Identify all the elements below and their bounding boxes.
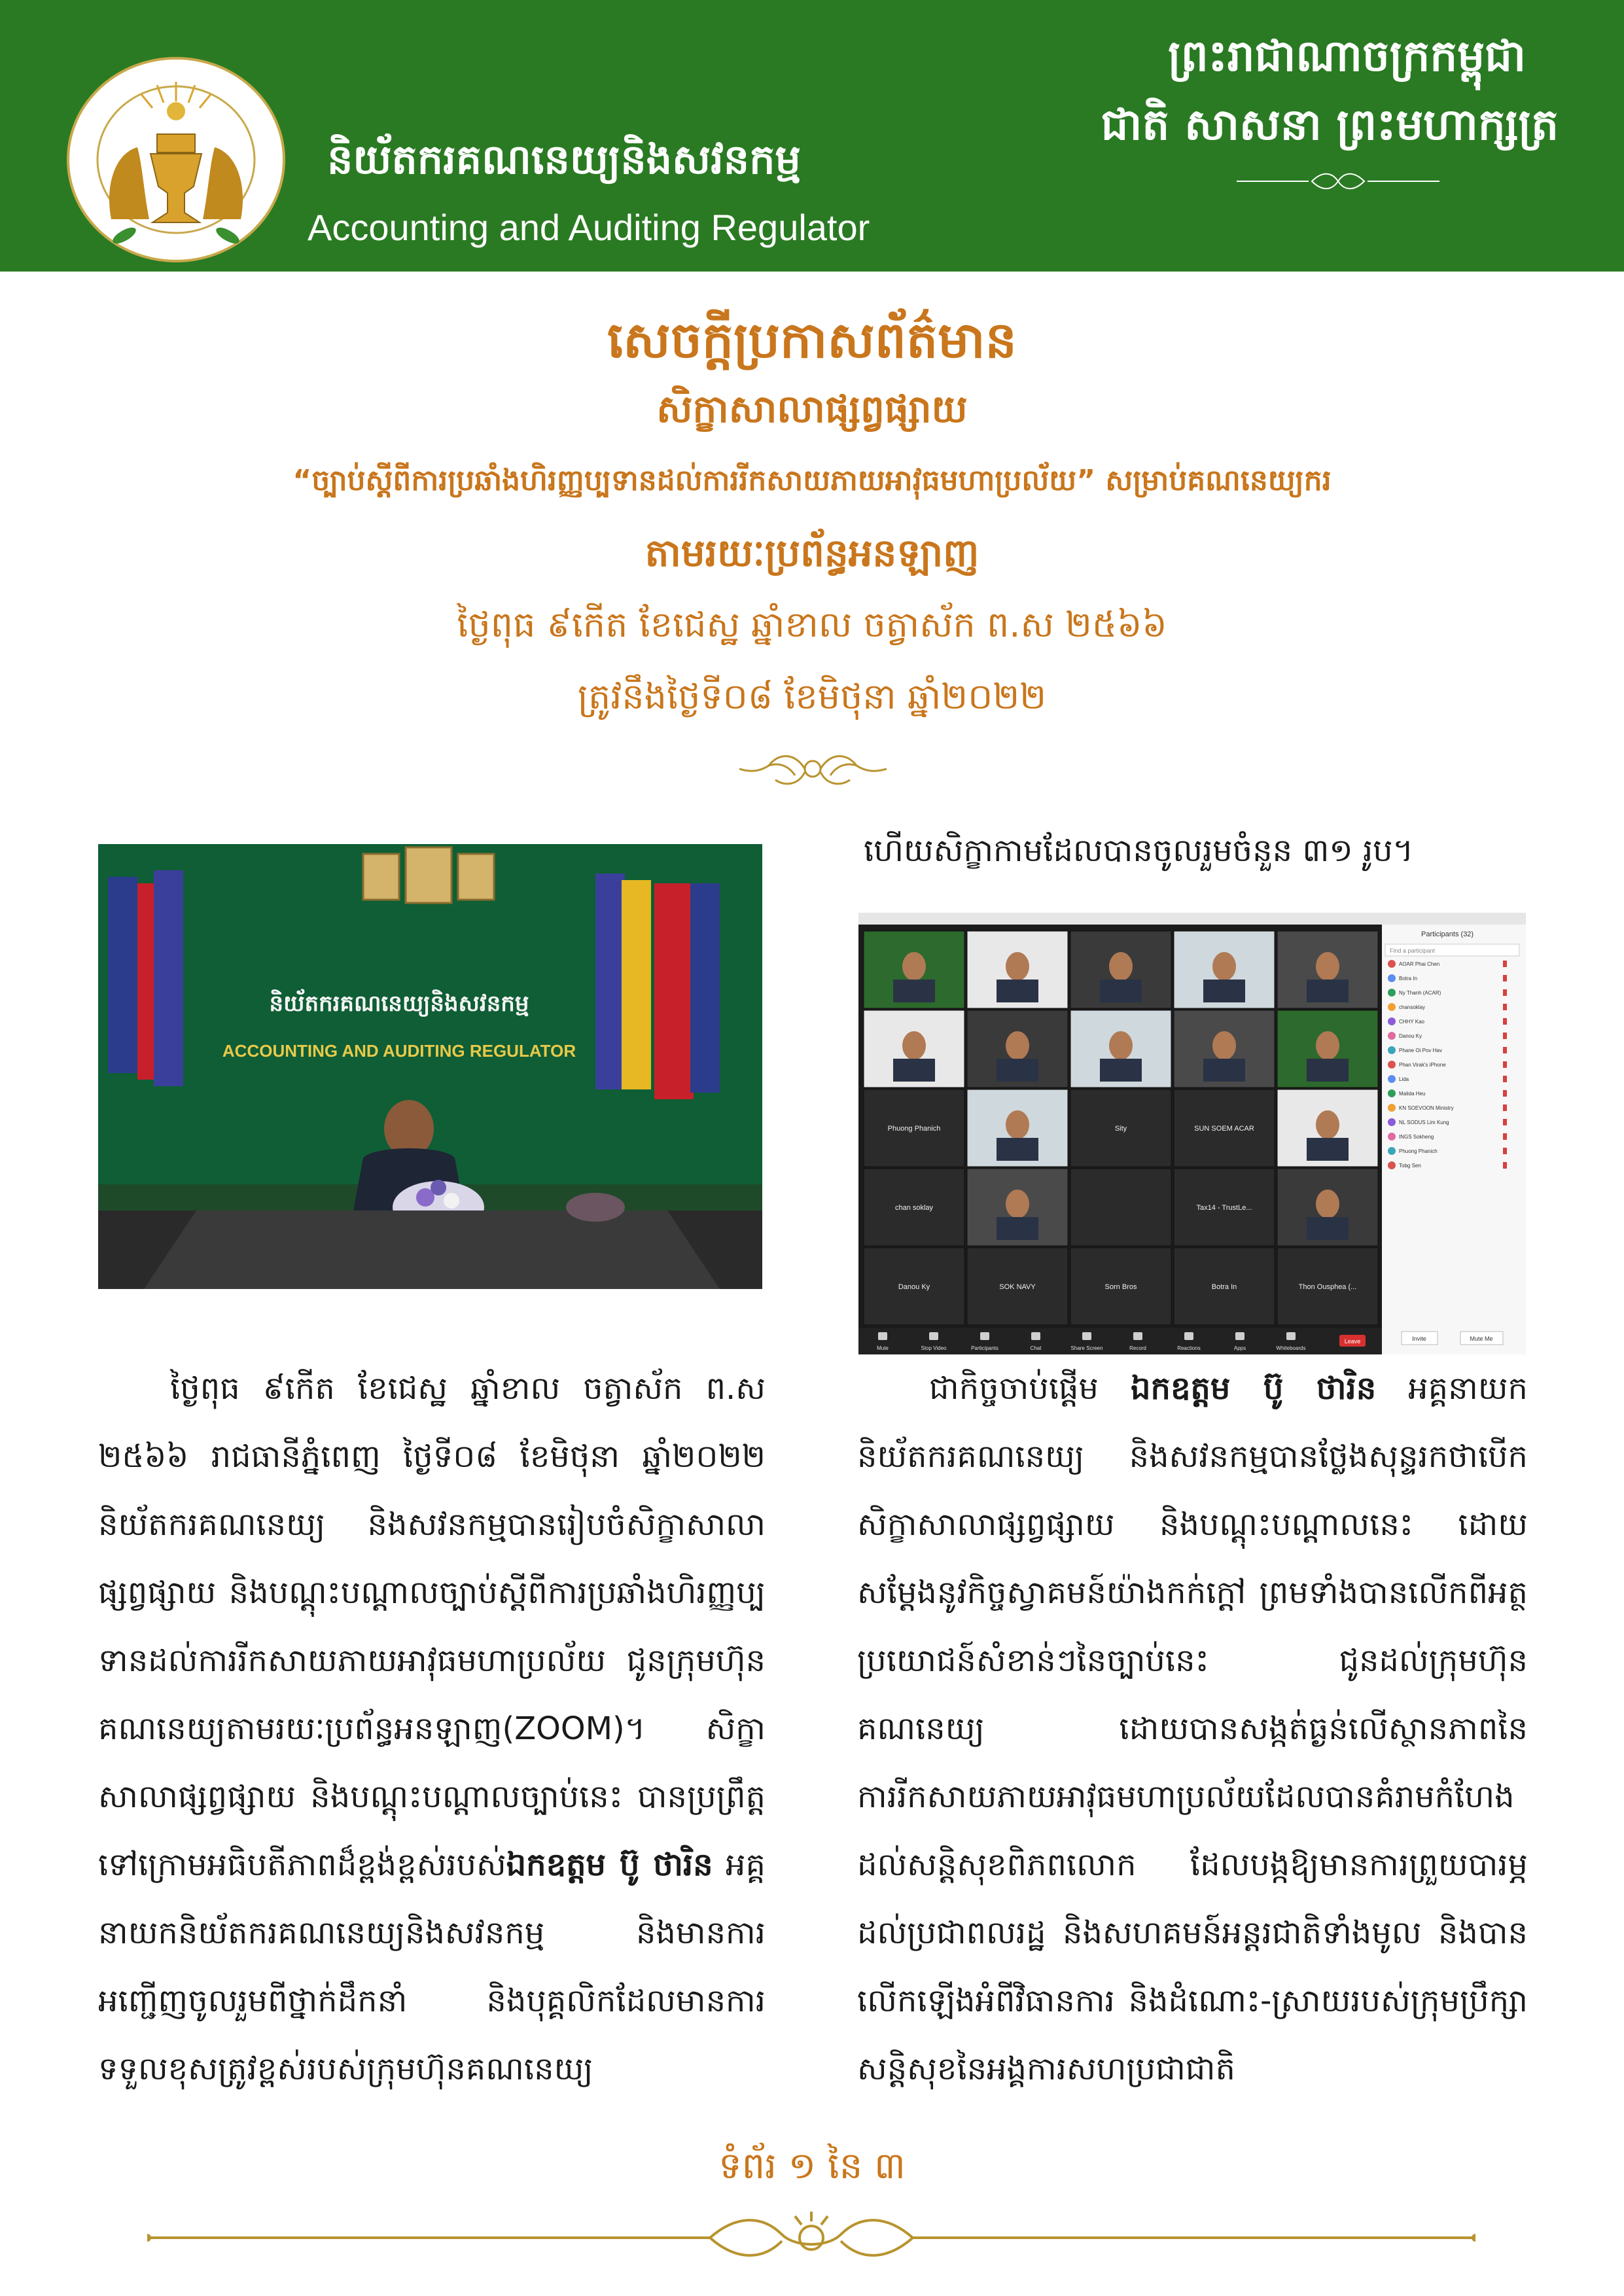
- video-tile-name: SUN SOEM ACAR: [1194, 1125, 1254, 1133]
- video-tile-name: Sity: [1114, 1125, 1127, 1133]
- body-left-paragraph: [98, 1354, 766, 2103]
- participant-name: Lida: [1399, 1076, 1409, 1082]
- participant-avatar-icon: [1388, 1017, 1396, 1025]
- participant-body-icon: [1307, 1217, 1349, 1240]
- toolbar-button-label[interactable]: Share Screen: [1070, 1345, 1103, 1351]
- toolbar-button-icon[interactable]: [980, 1332, 989, 1340]
- motto-kingdom: ព្រះរាជាណាចក្រកម្ពុជា: [1168, 31, 1526, 81]
- muted-mic-icon: [1503, 1090, 1507, 1097]
- muted-mic-icon: [1503, 1061, 1507, 1068]
- participant-body-icon: [1307, 1059, 1349, 1082]
- participant-body-icon: [997, 1217, 1038, 1240]
- participant-face-icon: [1006, 1031, 1029, 1060]
- participant-face-icon: [1212, 1031, 1236, 1060]
- participant-name: Phuong Phanich: [1399, 1148, 1438, 1154]
- toolbar-button-label[interactable]: Stop Video: [921, 1345, 947, 1351]
- toolbar-button-icon[interactable]: [929, 1332, 938, 1340]
- participant-body-icon: [1307, 980, 1349, 1002]
- participant-face-icon: [1316, 1110, 1339, 1139]
- toolbar-button-label[interactable]: Reactions: [1177, 1345, 1201, 1351]
- video-tile-name: Danou Ky: [898, 1283, 930, 1291]
- muted-mic-icon: [1503, 1148, 1507, 1154]
- participant-avatar-icon: [1388, 960, 1396, 968]
- participant-avatar-icon: [1388, 1133, 1396, 1140]
- footer-ornament-icon: [147, 2208, 1475, 2267]
- muted-mic-icon: [1503, 1033, 1507, 1039]
- video-tile-name: chan soklay: [894, 1204, 934, 1212]
- title-divider-ornament-icon: [739, 746, 887, 792]
- participant-body-icon: [1100, 980, 1142, 1002]
- muted-mic-icon: [1503, 1119, 1507, 1125]
- participant-face-icon: [1212, 952, 1236, 981]
- participant-face-icon: [902, 1031, 926, 1060]
- regulator-seal-icon: [65, 56, 287, 264]
- toolbar-button-icon[interactable]: [1031, 1332, 1040, 1340]
- zoom-meeting-screenshot: [858, 913, 1526, 1354]
- muted-mic-icon: [1503, 1076, 1507, 1082]
- participant-body-icon: [1100, 1059, 1142, 1082]
- participant-avatar-icon: [1388, 1032, 1396, 1040]
- body-left-text-1: ថ្ងៃពុធ ៩កើត ខែជេស្ឋ ឆ្នាំខាល ចត្វាស័ក ព.ស ២៥៦៦ រាជធានីភ្នំពេញ ថ្ងៃទី០៨ ខែមិថុនា ឆ្នាំ២០២២ និយ័តករគណនេយ្យ និងសវនកម្មបានរៀបចំសិក្ខាសាលាផ្សព្វផ្សាយ និងបណ្តុះបណ្តាលច្បាប់ស្តីពីការប្រឆាំងហិរញ្ញប្បទានដល់ការរីកសាយភាយអាវុធមហាប្រល័យ ជូនក្រុមហ៊ុនគណនេយ្យតាមរយៈប្រព័ន្ធអនឡាញ(ZOOM)។ សិក្ខាសាលាផ្សព្វផ្សាយ និងបណ្តុះបណ្តាលច្បាប់នេះ បានប្រព្រឹត្តទៅក្រោមអធិបតីភាពដ៏ខ្ពង់ខ្ពស់របស់: [98, 1370, 766, 1883]
- participant-face-icon: [1109, 952, 1133, 981]
- toolbar-button-icon[interactable]: [878, 1332, 887, 1340]
- body-right-paragraph: [857, 1354, 1528, 2103]
- motto-ornament-icon: [1237, 171, 1439, 191]
- video-tile: [1070, 1169, 1171, 1246]
- toolbar-button-label[interactable]: Apps: [1233, 1345, 1246, 1351]
- page-number: ទំព័រ ១ នៃ ៣: [718, 2145, 906, 2187]
- body-left-column: [98, 1354, 766, 2103]
- toolbar-button-icon[interactable]: [1184, 1332, 1193, 1340]
- video-tile-name: Botra In: [1211, 1283, 1237, 1291]
- muted-mic-icon: [1503, 1018, 1507, 1025]
- toolbar-button-icon[interactable]: [1082, 1332, 1091, 1340]
- participant-face-icon: [1316, 1031, 1339, 1060]
- participant-face-icon: [1006, 952, 1029, 981]
- toolbar-button-label[interactable]: Chat: [1030, 1345, 1042, 1351]
- participants-panel-title: Participants (32): [1421, 930, 1474, 938]
- press-release-title: សេចក្តីប្រកាសព័ត៌មាន: [607, 311, 1017, 369]
- press-release-titles: [65, 308, 1559, 733]
- video-tile-name: SOK NAVY: [999, 1283, 1036, 1291]
- participant-avatar-icon: [1388, 1046, 1396, 1054]
- participant-avatar-icon: [1388, 1089, 1396, 1097]
- participant-body-icon: [1203, 980, 1245, 1002]
- participant-body-icon: [893, 1059, 935, 1082]
- participant-name: AOAR Phai Chen: [1399, 961, 1440, 967]
- mute-me-button[interactable]: Mute Me: [1470, 1335, 1493, 1342]
- workshop-title: សិក្ខាសាលាផ្សព្វផ្សាយ: [656, 387, 968, 431]
- participant-avatar-icon: [1388, 989, 1396, 997]
- muted-mic-icon: [1503, 1047, 1507, 1053]
- participant-name: Ny Thanh (ACAR): [1399, 990, 1441, 996]
- participant-name: Phane Oi Pov Hav: [1399, 1048, 1442, 1053]
- participant-face-icon: [902, 952, 926, 981]
- org-name-khmer: និយ័តករគណនេយ្យនិងសវនកម្ម: [327, 135, 801, 183]
- muted-mic-icon: [1503, 961, 1507, 967]
- participant-avatar-icon: [1388, 1061, 1396, 1069]
- video-grid: [864, 931, 1378, 1325]
- participant-body-icon: [997, 980, 1038, 1002]
- wall-sign-khmer: និយ័តករគណនេយ្យនិងសវនកម្ម: [269, 991, 529, 1017]
- wall-sign-english: ACCOUNTING AND AUDITING REGULATOR: [222, 1041, 576, 1061]
- participant-face-icon: [1006, 1190, 1029, 1218]
- participant-avatar-icon: [1388, 1161, 1396, 1169]
- workshop-topic: “ច្បាប់ស្តីពីការប្រឆាំងហិរញ្ញប្បទានដល់ការរីកសាយភាយអាវុធមហាប្រល័យ” សម្រាប់គណនេយ្យករ: [292, 464, 1332, 497]
- participant-name: KN SOEVOON Ministry: [1399, 1105, 1454, 1111]
- toolbar-button-label[interactable]: Whiteboards: [1276, 1345, 1306, 1351]
- video-tile-name: Tax14 - TrustLe...: [1196, 1204, 1252, 1212]
- participant-name: chansoklay: [1399, 1004, 1426, 1010]
- body-left-excellency-name: ឯកឧត្តម ប៊ូ ថារិន: [506, 1846, 713, 1883]
- toolbar-button-icon[interactable]: [1133, 1332, 1142, 1340]
- participant-body-icon: [1307, 1138, 1349, 1161]
- participant-body-icon: [997, 1138, 1038, 1161]
- body-left-text-2: អគ្គនាយកនិយ័តករគណនេយ្យនិងសវនកម្ម និងមានការអញ្ជើញចូលរួមពីថ្នាក់ដឹកនាំ និងបុគ្គលិកដែលមានការទទួលខុសត្រូវខ្ពស់របស់ក្រុមហ៊ុនគណនេយ្យ: [98, 1846, 766, 2087]
- body-right-text-2: អគ្គនាយកនិយ័តករគណនេយ្យ និងសវនកម្មបានថ្លែងសុន្ទរកថាបើកសិក្ខាសាលាផ្សព្វផ្សាយ និងបណ្តុះបណ្តាលនេះ ដោយសម្តែងនូវកិច្ចស្វាគមន៍យ៉ាងកក់ក្តៅ ព្រមទាំងបានលើកពីអត្ថប្រយោជន៍សំខាន់ៗនៃច្បាប់នេះ ជូនដល់ក្រុមហ៊ុនគណនេយ្យ ដោយបានសង្កត់ធ្ងន់លើស្ថានភាពនៃការរីកសាយភាយអាវុធមហាប្រល័យដែលបានគំរាមកំហែងដល់សន្តិសុខពិភពលោក ដែលបង្កឱ្យមានការព្រួយបារម្ភដល់ប្រជាពលរដ្ឋ និងសហគមន៍អន្តរជាតិទាំងមូល និងបានលើកឡើងអំពីវិធានការ និងដំណោះ-ស្រាយរបស់ក្រុមប្រឹក្សាសន្តិសុខនៃអង្គការសហប្រជាជាតិ: [857, 1370, 1528, 2087]
- participant-name: Danou Ky: [1399, 1033, 1422, 1039]
- participant-name: Tobg Sen: [1399, 1163, 1421, 1169]
- participant-avatar-icon: [1388, 1118, 1396, 1126]
- participant-face-icon: [1316, 1190, 1339, 1218]
- director-meeting-photo: [98, 844, 762, 1289]
- video-tile-name: Thon Ousphea (...: [1298, 1283, 1357, 1291]
- muted-mic-icon: [1503, 1104, 1507, 1111]
- invite-button[interactable]: Invite: [1412, 1335, 1426, 1342]
- toolbar-button-icon[interactable]: [1286, 1332, 1296, 1340]
- participant-name: Botra In: [1399, 976, 1418, 981]
- date-lunar: ថ្ងៃពុធ ៩កើត ខែជេស្ឋ ឆ្នាំខាល ចត្វាស័ក ព.ស ២៥៦៦: [457, 604, 1167, 645]
- participant-body-icon: [997, 1059, 1038, 1082]
- body-right-text-1: ជាកិច្ចចាប់ផ្តើម: [929, 1370, 1131, 1407]
- org-name-english: Accounting and Auditing Regulator: [308, 207, 870, 248]
- participant-avatar-icon: [1388, 1104, 1396, 1112]
- muted-mic-icon: [1503, 1004, 1507, 1010]
- muted-mic-icon: [1503, 1162, 1507, 1169]
- participant-avatar-icon: [1388, 1003, 1396, 1011]
- muted-mic-icon: [1503, 1133, 1507, 1140]
- toolbar-button-label[interactable]: Participants: [971, 1345, 998, 1351]
- motto-nation-religion-king: ជាតិ សាសនា ព្រះមហាក្សត្រ: [1101, 99, 1559, 150]
- participant-body-icon: [1203, 1059, 1245, 1082]
- workshop-medium: តាមរយៈប្រព័ន្ធអនឡាញ: [644, 531, 980, 575]
- participant-face-icon: [1316, 952, 1339, 981]
- video-tile-name: Phuong Phanich: [887, 1125, 941, 1133]
- participant-name: CHHY Kao: [1399, 1019, 1424, 1025]
- body-right-column: [857, 1354, 1528, 2103]
- toolbar-button-label[interactable]: Record: [1129, 1345, 1146, 1351]
- participant-face-icon: [1109, 1031, 1133, 1060]
- find-participant-input[interactable]: Find a participant: [1390, 947, 1436, 954]
- toolbar-button-icon[interactable]: [1235, 1332, 1244, 1340]
- video-tile-name: Sorn Bros: [1104, 1283, 1137, 1291]
- muted-mic-icon: [1503, 989, 1507, 996]
- participant-avatar-icon: [1388, 1075, 1396, 1083]
- toolbar-button-label[interactable]: Mute: [877, 1345, 889, 1351]
- header-banner: [0, 0, 1624, 272]
- participant-name: INGS Sokheng: [1399, 1134, 1434, 1140]
- date-solar: ត្រូវនឹងថ្ងៃទី០៨ ខែមិថុនា ឆ្នាំ២០២២: [577, 676, 1047, 717]
- participant-face-icon: [1006, 1110, 1029, 1139]
- participant-avatar-icon: [1388, 974, 1396, 982]
- participant-name: Phan Virak's iPhone: [1399, 1062, 1446, 1068]
- participant-name: Malida Heu: [1399, 1091, 1426, 1097]
- muted-mic-icon: [1503, 975, 1507, 981]
- participant-name: NL SODUS Lim Kung: [1399, 1120, 1449, 1125]
- participant-avatar-icon: [1388, 1147, 1396, 1155]
- body-right-excellency-name: ឯកឧត្តម ប៊ូ ថារិន: [1131, 1370, 1377, 1407]
- participants-caption: ហើយសិក្ខាកាមដែលបានចូលរួមចំនួន ៣១ រូប។: [864, 832, 1414, 869]
- participant-body-icon: [893, 980, 935, 1002]
- leave-meeting-button[interactable]: Leave: [1344, 1338, 1361, 1345]
